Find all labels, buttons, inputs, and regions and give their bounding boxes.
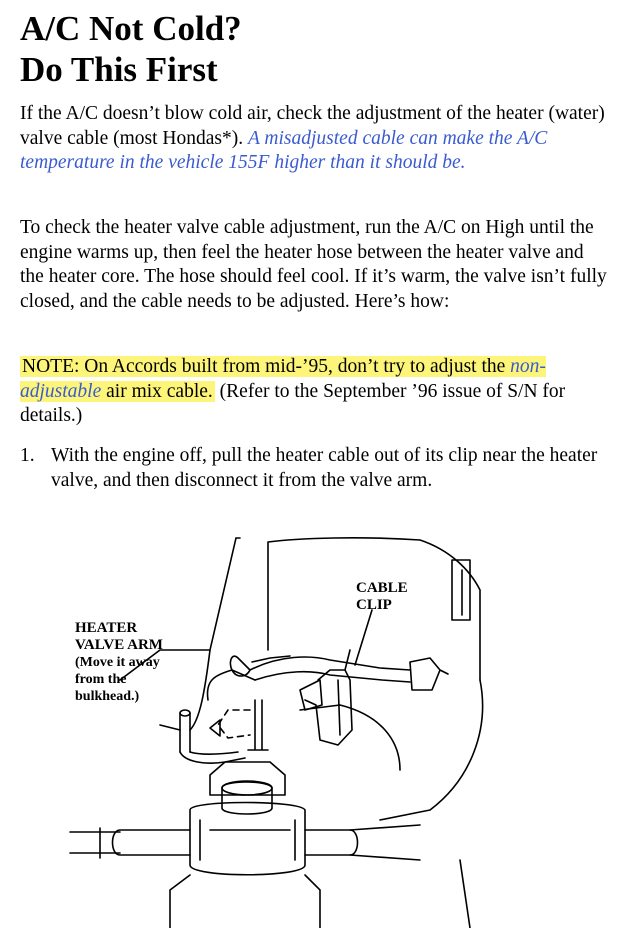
arm-label-line-2: VALVE ARM — [75, 637, 163, 653]
cable-housing-lower — [255, 672, 410, 682]
hose-fitting — [410, 658, 448, 690]
note-rest: (Refer to the September ’96 issue of S/N for details.) — [20, 380, 566, 426]
bulkhead-outline — [210, 538, 480, 680]
cable-label-line-1: CABLE — [356, 580, 408, 596]
note-paragraph — [20, 355, 610, 429]
valve-arm-label — [75, 620, 163, 705]
intro-text: If the A/C doesn’t blow cold air, check the adjustment of the heater (water) valve cable (most Hondas*). — [20, 103, 605, 149]
title-line-1: A/C Not Cold? — [20, 9, 242, 48]
check-paragraph — [20, 216, 610, 314]
intro-paragraph — [20, 102, 610, 176]
note-hl-part1: NOTE: On Accords built from mid-’95, don’t try to adjust the — [22, 356, 506, 377]
valve-ribs — [200, 820, 295, 860]
arm-label-line-1: HEATER — [75, 620, 138, 636]
movement-arrow — [218, 710, 250, 738]
step-text: With the engine off, pull the heater cable out of its clip near the heater valve, and then disconnect it from the valve arm. — [51, 445, 598, 491]
note-hl-italic: non-adjustable — [20, 356, 546, 402]
valve-cap-top — [222, 781, 272, 795]
step-number: 1. — [20, 445, 35, 466]
right-hose — [350, 825, 420, 860]
bulkhead-right-edge — [380, 680, 483, 820]
left-pipe — [113, 830, 191, 855]
check-text: To check the heater valve cable adjustment, run the A/C on High until the engine warms up, then feel the heater hose between the heater valve and the heater core. The hose should feel cool. If it’s warm, the valve isn’t fully closed, and the cable needs to be adjusted. Here’s how: — [20, 217, 607, 312]
arm-label-line-5: bulkhead.) — [75, 689, 140, 704]
step-1 — [20, 444, 610, 493]
cable-clip-label — [356, 580, 408, 614]
cable-clip — [305, 650, 352, 745]
page-title — [20, 8, 242, 90]
valve-arm-top — [180, 710, 190, 716]
cable-label-line-2: CLIP — [356, 597, 392, 613]
cable-housing — [250, 657, 410, 670]
arm-label-line-3: (Move it away — [75, 655, 160, 670]
lower-housing — [170, 875, 320, 928]
valve-arm-stem — [248, 700, 268, 750]
bulkhead-right-box — [452, 560, 470, 620]
heater-valve-illustration — [0, 530, 625, 928]
title-line-2: Do This First — [20, 50, 218, 89]
cable-wire-loop — [207, 670, 232, 700]
note-hl-part2: air mix cable. — [106, 380, 213, 402]
right-pipe — [305, 830, 358, 855]
floor-curve — [300, 705, 400, 770]
cable-end — [230, 656, 255, 680]
clip-tab — [300, 680, 322, 710]
valve-arm-leader — [160, 725, 180, 730]
intro-blue-note: A misadjusted cable can make the A/C temperature in the vehicle 155F higher than it should be. — [20, 127, 548, 173]
valve-cap — [222, 782, 272, 814]
cable-clip-leader — [355, 610, 372, 665]
movement-arrowhead — [210, 720, 220, 736]
arm-label-line-4: from the — [75, 672, 127, 687]
lower-line — [460, 860, 470, 928]
valve-arm-post — [180, 713, 190, 752]
